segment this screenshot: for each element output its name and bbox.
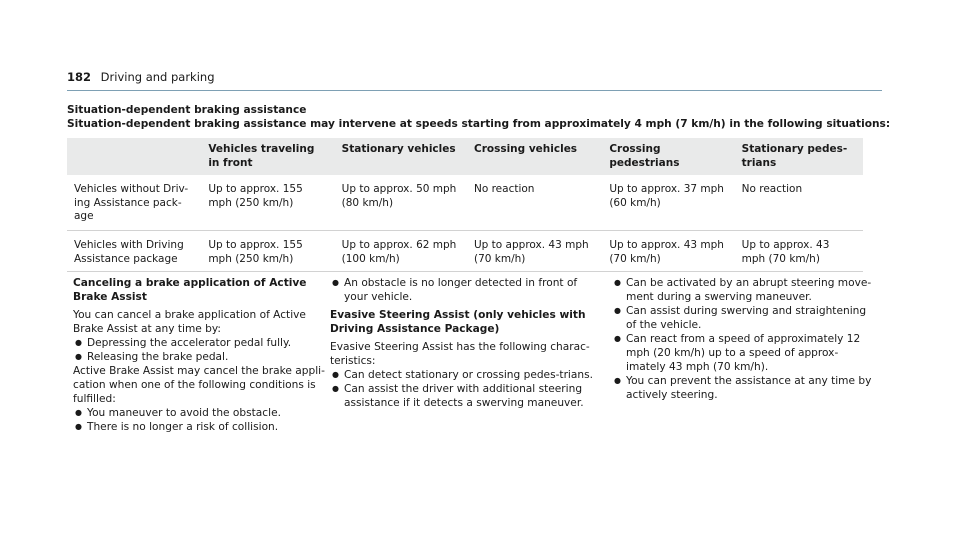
condition-continued-list	[330, 276, 595, 304]
table-header-row	[67, 138, 863, 175]
bullet-icon: ●	[332, 384, 339, 393]
cancel-paragraph: You can cancel a brake application of Active Brake Assist at any time by:	[73, 309, 306, 335]
list-item	[612, 304, 877, 332]
table-cell: Up to approx. 155 mph (250 km/h)	[201, 231, 334, 272]
list-item-text: You maneuver to avoid the obstacle.	[87, 407, 281, 419]
list-item-text: There is no longer a risk of collision.	[87, 421, 279, 433]
cancel-heading: Canceling a brake application of Active Brake Assist	[73, 277, 307, 303]
list-item-text: Releasing the brake pedal.	[87, 351, 229, 363]
header-cell-crossing-vehicles: Crossing vehicles	[467, 138, 602, 175]
speed-table	[67, 138, 863, 272]
list-item	[612, 276, 877, 304]
evasive-heading: Evasive Steering Assist (only vehicles with Driving Assistance Package)	[330, 309, 586, 335]
bullet-icon: ●	[75, 408, 82, 417]
list-item-text: Can react from a speed of approximately 12 mph (20 km/h) up to a speed of approx-imately 43 mph (70 km/h).	[626, 333, 861, 373]
table-cell: Up to approx. 50 mph (80 km/h)	[335, 175, 467, 231]
evasive-features-list	[612, 276, 877, 402]
table-cell: Up to approx. 43 mph (70 km/h)	[602, 231, 734, 272]
header-cell-empty	[67, 138, 201, 175]
list-item-text: Can detect stationary or crossing pedes-trians.	[344, 369, 593, 381]
section-title: Driving and parking	[100, 70, 215, 84]
table-cell: Vehicles with Driving Assistance package	[67, 231, 201, 272]
list-item	[330, 382, 595, 410]
column-2	[330, 276, 595, 410]
table-cell: No reaction	[735, 175, 863, 231]
column-1	[73, 276, 328, 434]
list-item	[73, 420, 328, 434]
page-number: 182	[67, 70, 92, 84]
list-item	[330, 276, 595, 304]
bullet-icon: ●	[75, 422, 82, 431]
list-item	[73, 336, 328, 350]
table-cell: Up to approx. 37 mph (60 km/h)	[602, 175, 734, 231]
list-item-text: You can prevent the assistance at any time by actively steering.	[626, 375, 872, 401]
header-cell-vehicles-in-front: Vehicles traveling in front	[201, 138, 334, 175]
table-cell: Up to approx. 62 mph (100 km/h)	[335, 231, 467, 272]
table-cell: Up to approx. 43 mph (70 km/h)	[735, 231, 863, 272]
header-cell-stationary-pedestrians: Stationary pedes-trians	[735, 138, 863, 175]
column-3	[612, 276, 877, 402]
list-item-text: Can assist during swerving and straightening of the vehicle.	[626, 305, 867, 331]
bullet-icon: ●	[614, 376, 621, 385]
header-divider	[67, 90, 882, 91]
conditions-paragraph: Active Brake Assist may cancel the brake appli-cation when one of the following conditions is fulfilled:	[73, 365, 325, 405]
table-cell: Vehicles without Driv-ing Assistance pack-age	[67, 175, 201, 231]
list-item-text: Depressing the accelerator pedal fully.	[87, 337, 292, 349]
list-item-text: Can be activated by an abrupt steering move-ment during a swerving maneuver.	[626, 277, 872, 303]
evasive-paragraph: Evasive Steering Assist has the following charac-teristics:	[330, 341, 590, 367]
bullet-icon: ●	[332, 370, 339, 379]
header-cell-crossing-pedestrians: Crossing pedestrians	[602, 138, 734, 175]
bullet-icon: ●	[614, 278, 621, 287]
list-item	[612, 332, 877, 374]
conditions-list	[73, 406, 328, 434]
table-cell: Up to approx. 43 mph (70 km/h)	[467, 231, 602, 272]
evasive-list	[330, 368, 595, 410]
list-item	[73, 406, 328, 420]
table-row	[67, 175, 863, 231]
situation-intro: Situation-dependent braking assistance may intervene at speeds starting from approximately 4 mph (7 km/h) in the following situations:	[67, 118, 891, 130]
list-item	[73, 350, 328, 364]
bullet-icon: ●	[614, 306, 621, 315]
bullet-icon: ●	[614, 334, 621, 343]
list-item	[612, 374, 877, 402]
bullet-icon: ●	[75, 338, 82, 347]
situation-block	[67, 103, 890, 131]
table-row	[67, 231, 863, 272]
situation-title: Situation-dependent braking assistance	[67, 104, 307, 116]
bullet-icon: ●	[75, 352, 82, 361]
list-item-text: Can assist the driver with additional steering assistance if it detects a swerving maneuver.	[344, 383, 584, 409]
list-item	[330, 368, 595, 382]
table-cell: No reaction	[467, 175, 602, 231]
page-header	[67, 70, 215, 84]
cancel-list	[73, 336, 328, 364]
header-cell-stationary-vehicles: Stationary vehicles	[335, 138, 467, 175]
bullet-icon: ●	[332, 278, 339, 287]
table-cell: Up to approx. 155 mph (250 km/h)	[201, 175, 334, 231]
list-item-text: An obstacle is no longer detected in front of your vehicle.	[344, 277, 578, 303]
